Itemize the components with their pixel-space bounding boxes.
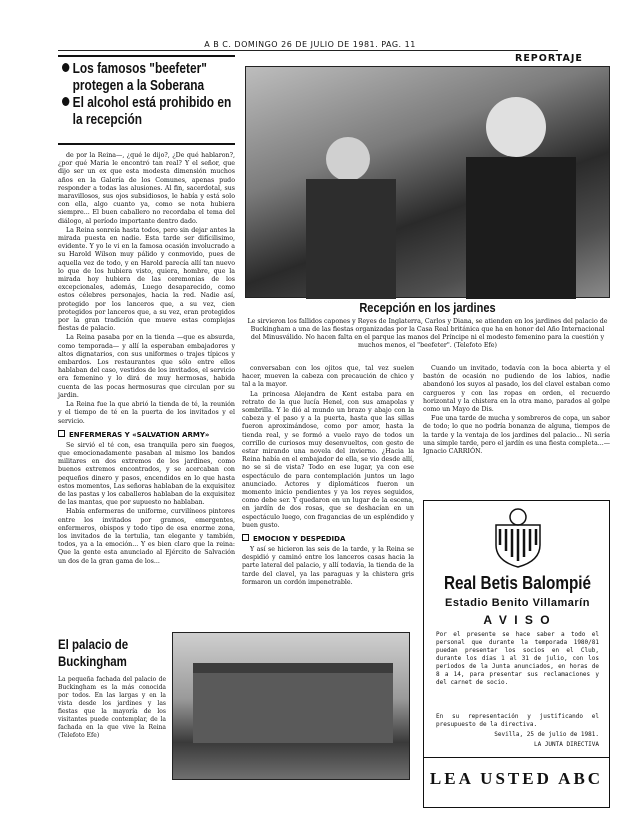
article-paragraph: conversaban con los ojitos que, tal vez suelen hacer, mueven la cabeza con precaución de chico y tal a la mayor. [242, 365, 414, 389]
photo-figure [306, 179, 396, 299]
photo-title: Recepción en los jardines [359, 300, 496, 315]
palace-title-line-2: Buckingham [58, 653, 127, 669]
article-paragraph: La princesa Alejandra de Kent estaba para en retrato de la que lucía Henel, con sus amapolas y sombrilla. Y le dió al mundo un brazo y abajo con la cabeza y el paso y a la puerta, hasta que las sillas fueron aproximándose, como por amor, hasta la tienda real, y se formó a vuelo rayo de todos un corrillo de curiosos muy desenvueltos, con gesto de estar mirando una novela del invierno. ¿Hacia la Reina había en el embajador de ella, se vio desde allí, no se si de vista? Todo en ese lugar, ya con ese espectáculo de para contemplación juntos un lago anunciado. Actores y diplomáticos fueron un momento inicio pendientes y ya los reyes seguidos, como debe ser. Y quedaron en un lugar de la escena, en jardín de dos rosas, que se deshacían en un espectáculo luego, con fragancias de un espléndido y buen gusto. [242, 390, 414, 529]
bullet-icon [62, 63, 69, 72]
palace-roof [193, 663, 393, 673]
headline-block [62, 61, 268, 129]
ad-board: LA JUNTA DIRECTIVA [533, 741, 599, 748]
photo-figure [326, 137, 370, 181]
section-label: REPORTAJE [515, 53, 583, 64]
bullet-icon [62, 97, 69, 106]
ad-title: Real Betis Balompié [443, 573, 592, 593]
headline-line-2: protegen a la Soberana [72, 78, 205, 94]
headline-line-4: la recepción [72, 112, 143, 128]
betis-crest-icon [490, 507, 546, 569]
left-column [58, 152, 235, 630]
subhead-farewell: EMOCION Y DESPEDIDA [242, 534, 414, 544]
photo-figure [486, 97, 546, 157]
photo-figure [466, 157, 576, 299]
header-rule [58, 50, 558, 51]
photo-caption: Le sirvieron los fallidos capones y Reyes de Inglaterra, Carlos y Diana, se atienden en los jardines del palacio de Buckingham a una de las fiestas organizadas por la Casa Real británica que ha en honor del Año Internacional del Minusválido. No hacen falta en el parque las manos del Príncipe ni el modesto femenino para la cuestión y muchos menos, el "beefeter". (Telefoto Efe) [247, 318, 608, 349]
article-paragraph: La Reina sonreía hasta todos, pero sin dejar antes la mirada puesta en nadie. Esta tarde ser difícilisimo, evidente. Y yo le vi en la famosa ocasión involucrado a su Harold Wilson muy pálido y conmovido, pues de aquella vez de todo, y en Harold parecía allí tan nuevo lo que de los hubiera visto, quiera, hombre, que la mirada hoy hubiera de las ceremonias de los excepcionales, además, Luego desaparecido, como estos célebres personajes, hacia la red. Nadie así, protegido por los lanceros que, a su vez, cien protegidos por lanceros que, a su vez, eran protegidos por la gran tradición que mueve estas complejas fiestas de palacio. [58, 226, 235, 333]
article-paragraph: La Reina pasaba por en la tienda —que es absurda, como temporada— y allí la esperaban embajadores y altos dignatarios, con sus uniformes o trajes típicos y embardos. Los restaurantes que sólo entre ellos hablaban del caso, vestidos de los invitados, el servicio era femenino y lo dirá de muy hermosas, habida cuenta de las pocas hermosuras que circulan por su jardin. [58, 334, 235, 399]
abc-promo: LEA USTED ABC [429, 769, 604, 788]
right-column [423, 365, 610, 463]
article-paragraph: Fue una tarde de mucha y sombreros de copa, un sabor de todo; lo que no podría bonanza de alguna, tiempos de la tarde y la ventaja de los jardines del palacio... Ni sería una simple tarde, pero el jardín es una fiesta completa...—Ignacio CARRIÓN. [423, 415, 610, 456]
palace-photo [172, 632, 410, 780]
article-paragraph: La Reina fue la que abrió la tienda de té, la reunión y el tiempo de té en la puerta de los invitados y el servicio. [58, 401, 235, 425]
ad-stadium: Estadio Benito Villamarín [445, 597, 590, 609]
article-paragraph: Cuando un invitado, todavía con la boca abierta y el bastón de ocasión no pudiendo de los labios, nadie abandonó los suyos al pasado, los del clavel estaban como cargueros y con las ropas en orden, el recuerdo horizontal y la chistera en la otra mano, parados al golpe como un Mayo de Dis. [423, 365, 610, 414]
ad-signoff: En su representación y justificando el presupuesto de la directiva. [436, 713, 599, 728]
palace-title [58, 636, 166, 670]
headline-rule-bottom [58, 143, 235, 145]
article-paragraph: de por la Reina—, ¿qué le dijo?, ¿De qué hablaron?, ¿por qué Maria le encontró tan real? Y el señor, que dijo ser un ex que esta modesta dimensión muchos años en la Galería de los Comunes, apenas pudo responder a todas las alusiones. Al fin, sacerdotal, sus maravillosos, sus ojos subsidiosos, le había y está solo con ella, algo cuanto ya, como se nota hubiera siempre... El buen caballero no recordaba el tema del diálogo, al período importante dentro dado. [58, 152, 235, 225]
palace-title-line-1: El palacio de [58, 636, 129, 652]
palace-building [193, 673, 393, 743]
article-paragraph: Había enfermeras de uniforme, curvilíneos pintores entre los invitados por gramos, emergentes, enfermeros, obispos y todo tipo de esa enorme zona, los invitados de la tertulia, tan elegante y también, todos, ya a la emoción... Y es bien claro que la reina: Que la gente esta anunciado al Ejército de Salvación un dos de la gran gama de los... [58, 508, 235, 565]
subhead-nurses: ENFERMERAS Y «SALVATION ARMY» [58, 430, 235, 440]
square-icon [242, 534, 249, 541]
ad-divider [424, 757, 609, 758]
ad-notice: A V I S O [483, 613, 552, 627]
ad-body: Por el presente se hace saber a todo el personal que durante la temporada 1980/81 puedan presentar los socios en el Club, durante los días 1 al 31 de julio, con los periodos de la Junta anunciados, en horas de 8 a 14, para presentar sus reclamaciones y del carnet de socio. [436, 631, 599, 686]
headline-box [58, 55, 235, 147]
article-paragraph: Y así se hicieron las seis de la tarde, y la Reina se despidió y caminó entre los lanceros casas hacia la parte lateral del palacio, y allí todavía, la tienda de la tarde del clavel, ya las paraguas y la chistera gris formaron un cordón impenetrable. [242, 546, 414, 586]
ad-date: Sevilla, 25 de julio de 1981. [494, 731, 599, 738]
headline-rule-top [58, 55, 235, 57]
article-paragraph: Se sirvió el té con, esa tranquila pero sin fuegos, que emocionadamente pasaban al mismo los bandos militares en dos extremos de los jardines, como buenos extremos encontrados, y se acercaban con pequeños dinero y pasos, encendidos en lo que hasta estos momentos, Las señoras hablaban de la exquisitez de las pastas y los caballeros hablaban de la exquisitez de las mantas, que por supuesto no hablaban. [58, 441, 235, 507]
middle-column [242, 365, 414, 586]
headline-line-3: El alcohol está prohibido en [62, 95, 231, 112]
square-icon [58, 430, 65, 437]
palace-caption: La pequeña fachada del palacio de Buckingham es la más conocida por todos. En las largas y en la vista desde los jardines y las fiestas que la mayoría de los visitantes puede contemplar, de la fachada en la que vive la Reina (Telefoto Efe) [58, 676, 166, 739]
garden-photo [245, 66, 610, 298]
page-header: A B C. DOMINGO 26 DE JULIO DE 1981. PAG. 11 [204, 40, 416, 49]
headline-line-1: Los famosos "beefeter" [62, 61, 231, 78]
betis-ad [423, 500, 610, 808]
